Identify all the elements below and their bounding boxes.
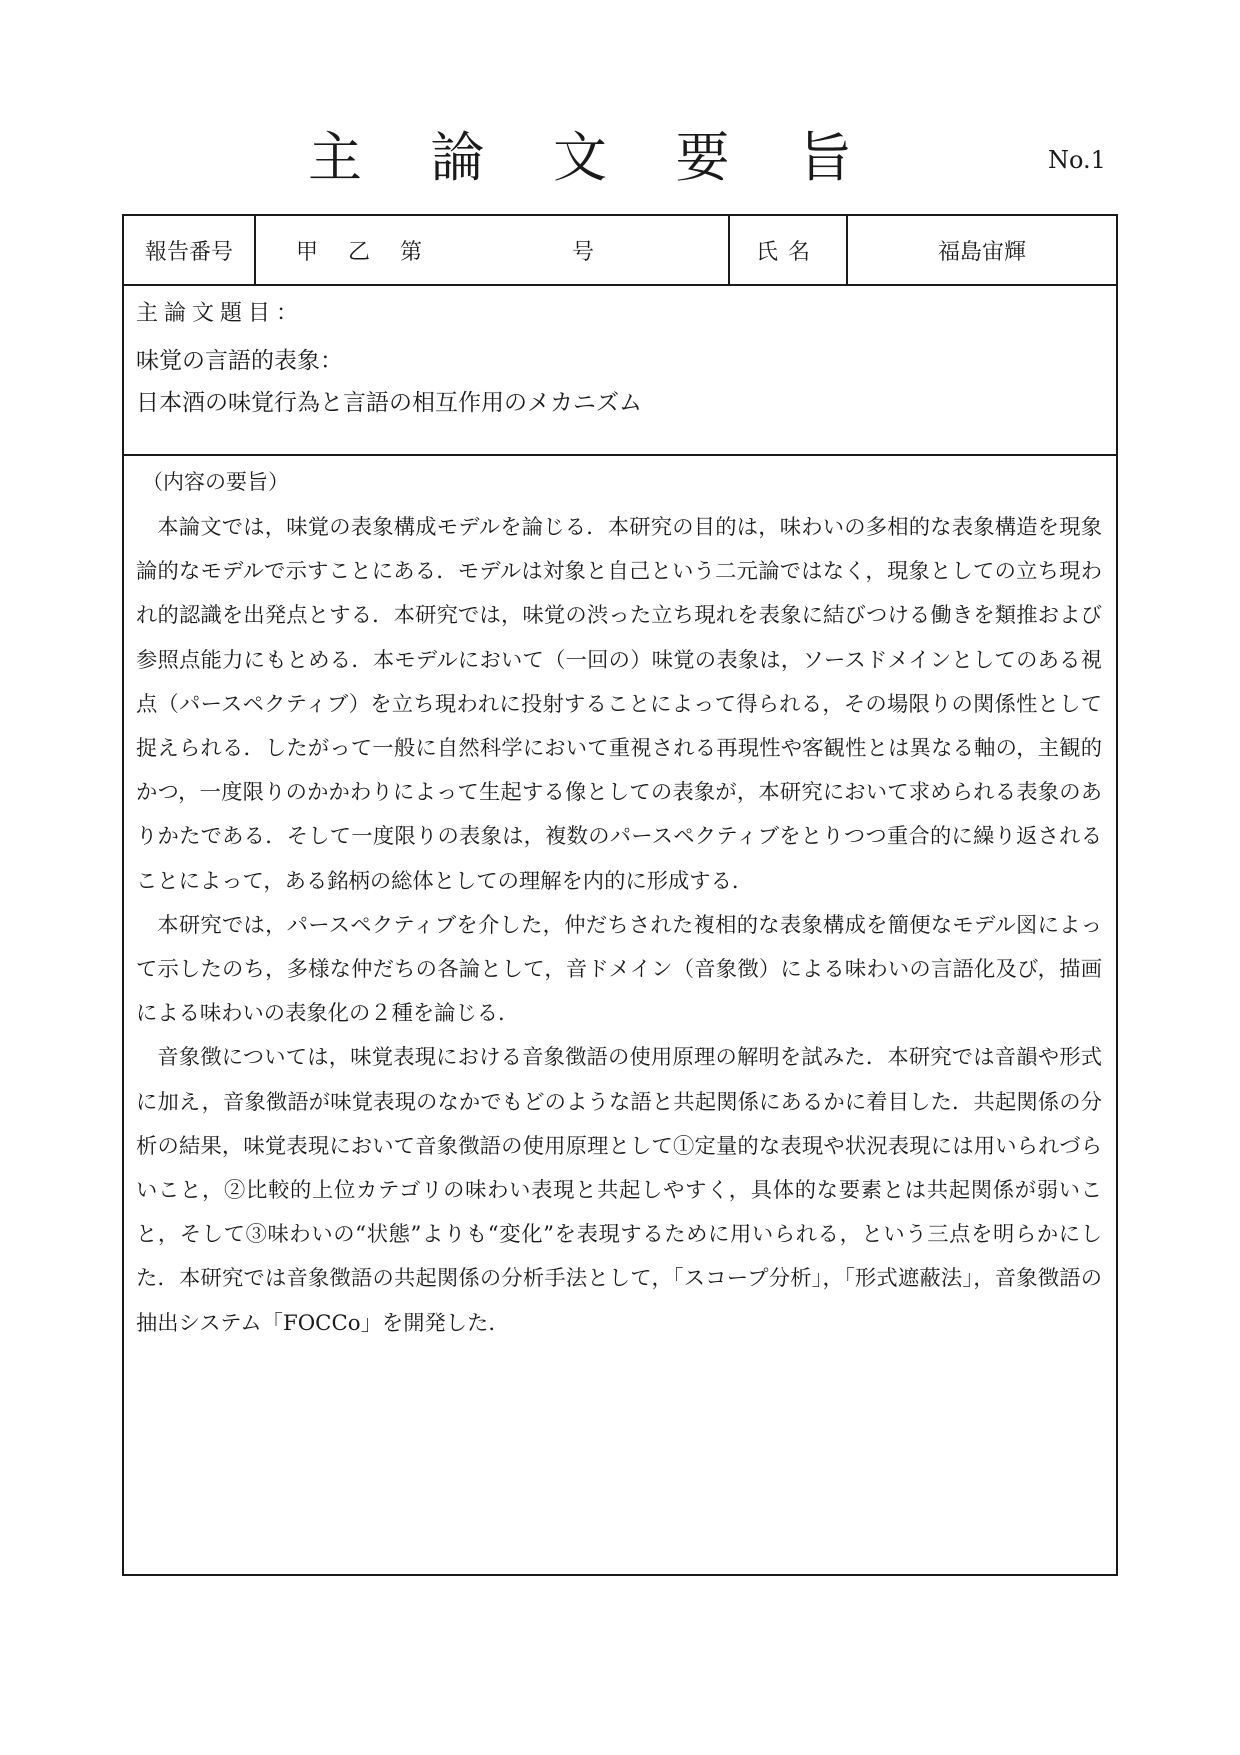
title-char: 主 xyxy=(308,125,362,189)
abstract-paragraph: 本研究では，パースペクティブを介した，仲だちされた複相的な表象構成を簡便なモデル図によって示したのち，多様な仲だちの各論として，音ドメイン（音象徴）による味わいの言語化及び，描画による味わいの表象化の２種を論じる． xyxy=(136,912,1102,1027)
report-char-kou: 甲 xyxy=(296,239,319,265)
report-suffix: 号 xyxy=(572,239,595,265)
thesis-title-line-2: 日本酒の味覚行為と言語の相互作用のメカニズム xyxy=(136,390,642,416)
report-char-dai: 第 xyxy=(400,239,423,265)
thesis-title-line-1: 味覚の言語的表象： xyxy=(136,348,343,374)
title-char: 文 xyxy=(553,125,607,189)
report-char-otsu: 乙 xyxy=(348,239,371,265)
abstract-label: （内容の要旨） xyxy=(142,470,289,494)
report-number-label: 報告番号 xyxy=(124,216,256,284)
title-char: 旨 xyxy=(798,125,852,189)
title-char: 論 xyxy=(430,125,485,189)
report-number-field xyxy=(256,216,730,284)
abstract-paragraph: 音象徴については，味覚表現における音象徴語の使用原理の解明を試みた．本研究では音韻や形式に加え，音象徴語が味覚表現のなかでもどのような語と共起関係にあるかに着目した．共起関係の分析の結果，味覚表現において音象徴語の使用原理として①定量的な表現や状況表現には用いられづらいこと，②比較的上位カテゴリの味わい表現と共起しやすく，具体的な要素とは共起関係が弱いこと，そして③味わいの“状態”よりも“変化”を表現するために用いられる，という三点を明らかにした．本研究では音象徴語の共起関係の分析手法として，「スコープ分析」，「形式遮蔽法」，音象徴語の抽出システム「FOCCo」を開発した． xyxy=(136,1045,1102,1336)
abstract-paragraph: 本論文では，味覚の表象構成モデルを論じる．本研究の目的は，味わいの多相的な表象構造を現象論的なモデルで示すことにある．モデルは対象と自己という二元論ではなく，現象としての立ち現われ的認識を出発点とする．本研究では，味覚の渋った立ち現れを表象に結びつける働きを類推および参照点能力にもとめる．本モデルにおいて（一回の）味覚の表象は，ソースドメインとしてのある視点（パースペクティブ）を立ち現われに投射することによって得られる，その場限りの関係性として捉えられる．したがって一般に自然科学において重視される再現性や客観性とは異なる軸の，主観的かつ，一度限りのかかわりによって生起する像としての表象が，本研究において求められる表象のありかたである．そして一度限りの表象は，複数のパースペクティブをとりつつ重合的に繰り返されることによって，ある銘柄の総体としての理解を内的に形成する． xyxy=(136,515,1102,894)
name-label: 氏名 xyxy=(730,216,848,284)
thesis-title-label: 主論文題目： xyxy=(136,301,305,326)
page-number: No.1 xyxy=(1048,146,1106,174)
title-char: 要 xyxy=(675,125,730,189)
document-title xyxy=(300,118,860,188)
author-name: 福島宙輝 xyxy=(937,239,1026,265)
header-row xyxy=(124,216,1116,286)
abstract-body xyxy=(136,506,1102,1346)
form-frame xyxy=(122,214,1118,1576)
thesis-title-section xyxy=(124,284,1116,456)
